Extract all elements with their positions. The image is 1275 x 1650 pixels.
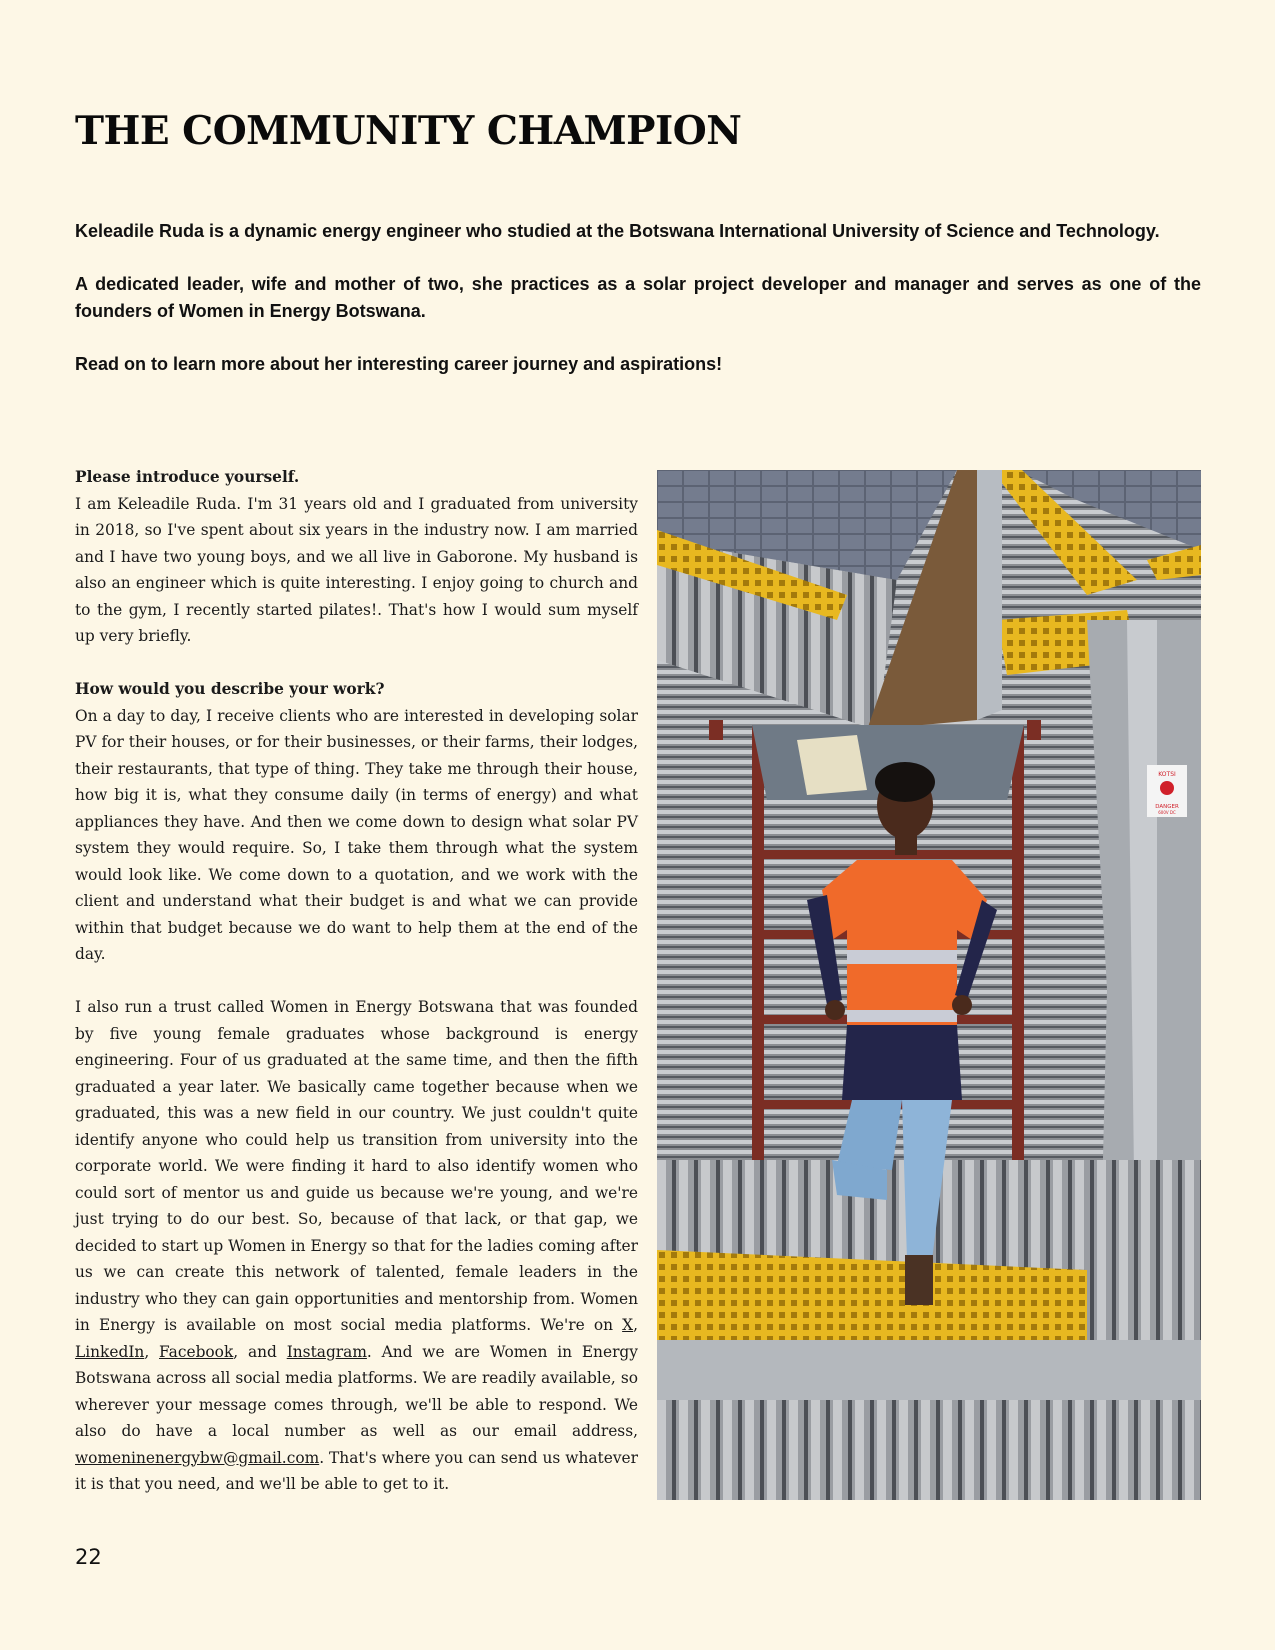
trust-paragraph: [75, 994, 638, 1498]
intro-block: [75, 218, 1201, 404]
trust-sep-2: ,: [144, 1342, 160, 1361]
portrait-photo: [657, 470, 1201, 1500]
email-link[interactable]: womeninenergybw@gmail.com: [75, 1448, 320, 1467]
instagram-link[interactable]: Instagram: [286, 1342, 367, 1361]
trust-text-2: . And we are Women in Energy Botswana across all social media platforms. We are readily available, so wherever your message comes through, we'll be able to respond. We also do have a local number as well as our email address,: [75, 1342, 638, 1440]
trust-text-1: I also run a trust called Women in Energy Botswana that was founded by five young female graduates whose background is energy engineering. Four of us graduated at the same time, and then the fifth graduated a year later. We basically came together because when we graduated, this was a new field in our country. We just couldn't quite identify anyone who could help us transition from university into the corporate world. We were finding it hard to also identify women who could sort of mentor us and guide us because we're young, and we're just trying to do our best. So, because of that lack, or that gap, we decided to start up Women in Energy so that for the ladies coming after us we can create this network of talented, female leaders in the industry who they can gain opportunities and mentorship from. Women in Energy is available on most social media platforms. We're on: [75, 998, 638, 1334]
svg-text:KOTSI: KOTSI: [1158, 771, 1176, 778]
svg-text:600V DC: 600V DC: [1158, 810, 1176, 815]
linkedin-link[interactable]: LinkedIn: [75, 1342, 145, 1361]
trust-sep-3: , and: [233, 1342, 287, 1361]
svg-text:DANGER: DANGER: [1155, 804, 1179, 810]
question-work: How would you describe your work?: [75, 680, 385, 698]
danger-sign-icon: [1147, 765, 1187, 817]
facebook-link[interactable]: Facebook: [159, 1342, 234, 1361]
page-title: THE COMMUNITY CHAMPION: [75, 108, 742, 154]
x-link[interactable]: X: [622, 1316, 634, 1334]
trust-text-3: . That's where you can send us whatever it is that you need, and we'll be able to get to it.: [75, 1448, 638, 1493]
intro-paragraph-3: Read on to learn more about her interesting career journey and aspirations!: [75, 354, 723, 374]
trust-sep-1: ,: [633, 1316, 638, 1334]
answer-introduce: I am Keleadile Ruda. I'm 31 years old and I graduated from university in 2018, so I've spent about six years in the industry now. I am married and I have two young boys, and we all live in Gaborone. My husband is also an engineer which is quite interesting. I enjoy going to church and to the gym, I recently started pilates!. That's how I would sum myself up very briefly.: [75, 494, 638, 645]
interview-column: [75, 464, 638, 1524]
question-introduce: Please introduce yourself.: [75, 468, 300, 486]
intro-paragraph-1: Keleadile Ruda is a dynamic energy engineer who studied at the Botswana International University of Science and Technology.: [75, 221, 1160, 241]
answer-work: On a day to day, I receive clients who are interested in developing solar PV for their houses, or for their businesses, or their farms, their lodges, their restaurants, that type of thing. They take me through their house, how big it is, what they consume daily (in terms of energy) and what appliances they have. And then we come down to design what solar PV system they would require. So, I take them through what the system would look like. We come down to a quotation, and we work with the client and understand what their budget is and what we can provide within that budget because we do want to help them at the end of the day.: [75, 706, 638, 963]
page-number: 22: [75, 1545, 102, 1569]
intro-paragraph-2: A dedicated leader, wife and mother of two, she practices as a solar project developer and manager and serves as one of the founders of Women in Energy Botswana.: [75, 274, 1201, 321]
